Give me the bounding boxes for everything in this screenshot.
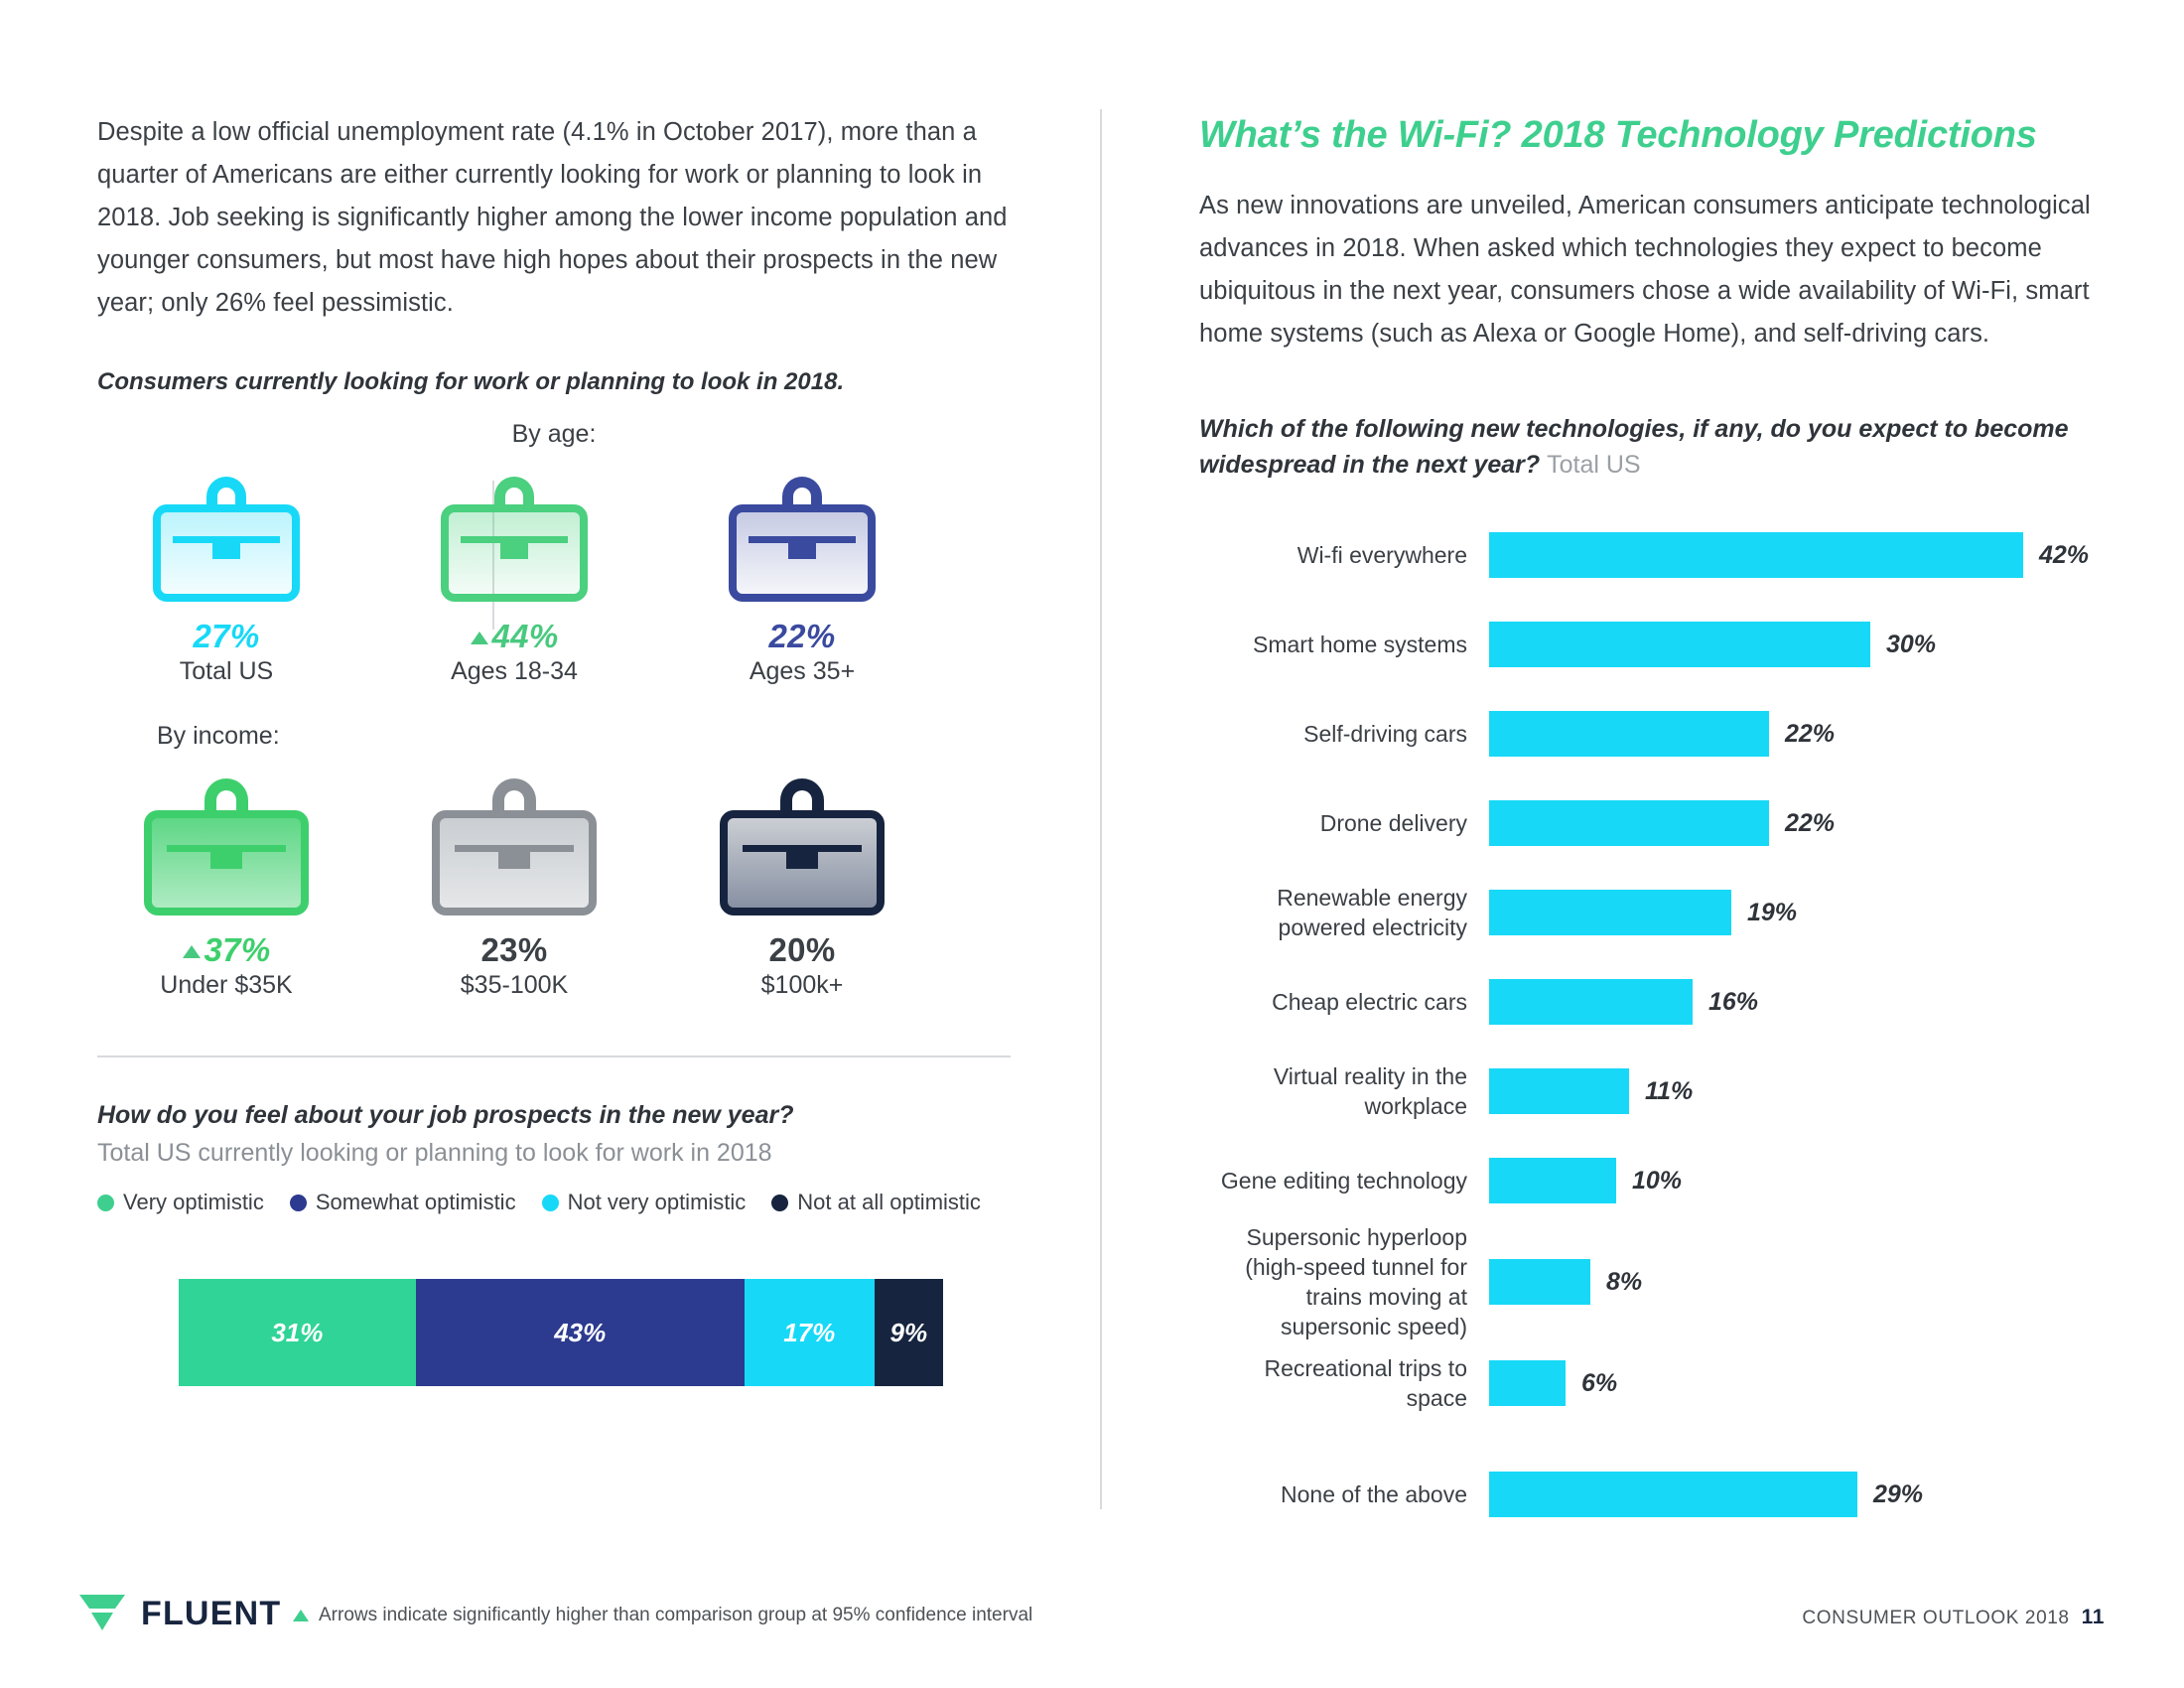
chart-question-text: Which of the following new technologies, if any, do you expect to become widespread in the next year?: [1199, 415, 2069, 479]
income-group-caption: Under $35K: [160, 971, 293, 999]
briefcase-icon: [151, 467, 302, 604]
intro-paragraph-right: As new innovations are unveiled, American consumers anticipate technological advances in 2018. When asked which technologies they expect to become ubiquitous in the next year, consumers chose a wide availability of Wi-Fi, smart home systems (such as Alexa or Google Home), and self-driving cars.: [1199, 192, 2091, 348]
stack-segment-not-very-optimistic: 17%: [745, 1279, 875, 1386]
bar-track: [1489, 711, 2122, 757]
bar-row: [1199, 524, 2122, 586]
stack-segment-somewhat-optimistic: 43%: [416, 1279, 745, 1386]
bar-label: Smart home systems: [1253, 632, 1467, 657]
bar-row: [1199, 1464, 2122, 1525]
age-group-value: 27%: [193, 618, 260, 654]
left-subheading: Consumers currently looking for work or planning to look in 2018.: [97, 368, 845, 395]
bar: [1489, 1360, 1566, 1406]
age-group-18-34: [385, 467, 643, 686]
legend-label: Not very optimistic: [567, 1190, 747, 1214]
bar-track: [1489, 622, 2122, 667]
bar: [1489, 1259, 1590, 1305]
bar-value: 42%: [2039, 540, 2090, 569]
bar: [1489, 979, 1693, 1025]
bar-row: [1199, 792, 2122, 854]
legend-item-not-very-optimistic: [542, 1190, 747, 1215]
legend-swatch-icon: [771, 1195, 788, 1211]
bar-value: 22%: [1785, 808, 1836, 837]
income-group-caption: $100k+: [760, 971, 844, 999]
bar: [1489, 532, 2023, 578]
section-headline: What’s the Wi-Fi? 2018 Technology Predictions: [1199, 114, 2037, 156]
chart-question: [1199, 411, 2122, 483]
briefcase-icon: [429, 769, 600, 917]
bar: [1489, 711, 1769, 757]
briefcase-icon: [141, 769, 312, 917]
legend-label: Very optimistic: [123, 1190, 264, 1214]
bar-track: [1489, 800, 2122, 846]
income-group-35-100k: [385, 769, 643, 1000]
significance-arrow-icon: [293, 1610, 309, 1621]
bar-value: 11%: [1645, 1076, 1694, 1105]
bar-label: Renewable energy powered electricity: [1277, 885, 1467, 940]
chart-question-audience: Total US: [1547, 451, 1641, 479]
income-group-100k-plus: [673, 769, 931, 1000]
legend-item-somewhat-optimistic: [290, 1190, 516, 1215]
technology-predictions-chart: [1199, 524, 2122, 1525]
legend-swatch-icon: [290, 1195, 307, 1211]
page-footer: [0, 1569, 2184, 1688]
significance-arrow-icon: [471, 632, 488, 644]
bar: [1489, 890, 1731, 935]
bar-row: [1199, 703, 2122, 765]
legend-label: Not at all optimistic: [797, 1190, 981, 1214]
bar-row: [1199, 971, 2122, 1033]
prospects-legend: [97, 1190, 1011, 1215]
age-group-value: 44%: [491, 618, 559, 654]
bar-track: [1489, 979, 2122, 1025]
report-name: CONSUMER OUTLOOK 2018: [1802, 1608, 2070, 1628]
prospects-stacked-bar: [179, 1279, 943, 1386]
section-divider: [97, 1055, 1011, 1057]
bar-track: [1489, 1068, 2122, 1114]
legend-swatch-icon: [542, 1195, 559, 1211]
bar-value: 6%: [1581, 1368, 1618, 1397]
bar-label: Supersonic hyperloop (high-speed tunnel for trains moving at supersonic speed): [1245, 1224, 1467, 1339]
briefcase-icon: [727, 467, 878, 604]
by-age-label: By age:: [511, 420, 597, 448]
by-income-row: [97, 769, 931, 1000]
bar-track: [1489, 890, 2122, 935]
page-meta: [1802, 1606, 2105, 1629]
income-group-caption: $35-100K: [460, 971, 569, 999]
footnote: [293, 1605, 1032, 1626]
bar-label: Wi-fi everywhere: [1297, 542, 1467, 568]
bar-track: [1489, 1360, 2122, 1406]
income-group-value: 37%: [204, 931, 271, 968]
age-group-value-wrap: [385, 618, 643, 655]
bar-value: 19%: [1747, 898, 1798, 926]
bar-label: Recreational trips to space: [1264, 1355, 1467, 1411]
stack-segment-very-optimistic: 31%: [179, 1279, 416, 1386]
age-group-total-us: [97, 467, 355, 686]
left-column: [97, 111, 1011, 1386]
bar-value: 10%: [1632, 1166, 1683, 1195]
briefcase-icon: [717, 769, 887, 917]
bar-track: [1489, 1472, 2122, 1517]
bar-label: Cheap electric cars: [1272, 989, 1467, 1015]
bar-track: [1489, 1259, 2122, 1305]
bar-row: [1199, 1150, 2122, 1211]
legend-swatch-icon: [97, 1195, 114, 1211]
bar-label: Self-driving cars: [1303, 721, 1467, 747]
significance-arrow-icon: [183, 945, 201, 958]
briefcase-icon: [439, 467, 590, 604]
right-column: [1199, 111, 2122, 1553]
income-group-value: 20%: [768, 931, 836, 968]
age-group-caption: Ages 18-34: [451, 657, 578, 685]
bar-row: [1199, 882, 2122, 943]
bar: [1489, 1472, 1857, 1517]
age-group-caption: Ages 35+: [749, 657, 856, 685]
bar-value: 8%: [1606, 1267, 1643, 1296]
bar-row: [1199, 1224, 2122, 1339]
by-age-row: [97, 467, 931, 686]
bar-label: Drone delivery: [1319, 810, 1467, 836]
brand-name: FLUENT: [141, 1594, 282, 1632]
bar-row: [1199, 1352, 2122, 1414]
bar-label: Virtual reality in the workplace: [1273, 1063, 1467, 1119]
column-divider: [1100, 109, 1102, 1509]
bar-value: 30%: [1886, 630, 1937, 658]
legend-label: Somewhat optimistic: [315, 1190, 516, 1214]
legend-item-not-at-all-optimistic: [771, 1190, 981, 1215]
stack-segment-not-at-all-optimistic: 9%: [875, 1279, 943, 1386]
bar-row: [1199, 614, 2122, 675]
income-group-value-wrap: [97, 931, 355, 969]
age-group-value: 22%: [768, 618, 836, 654]
bar: [1489, 800, 1769, 846]
bar-track: [1489, 532, 2122, 578]
bar-label: None of the above: [1281, 1481, 1467, 1507]
bar-value: 22%: [1785, 719, 1836, 748]
bar: [1489, 1158, 1616, 1203]
intro-paragraph-left: Despite a low official unemployment rate (4.1% in October 2017), more than a quarter of Americans are either currently looking for work or planning to look in 2018. Job seeking is significantly higher among the lower income population and younger consumers, but most have high hopes about their prospects in the new year; only 26% feel pessimistic.: [97, 118, 1008, 317]
brand-logo: [77, 1591, 281, 1636]
chart-spacer: [1199, 1442, 2122, 1464]
footnote-text: Arrows indicate significantly higher than comparison group at 95% confidence interval: [319, 1605, 1033, 1625]
age-group-35-plus: [673, 467, 931, 686]
bar: [1489, 1068, 1629, 1114]
bar-track: [1489, 1158, 2122, 1203]
age-group-caption: Total US: [179, 657, 274, 685]
bar-value: 29%: [1873, 1479, 1924, 1508]
legend-item-very-optimistic: [97, 1190, 264, 1215]
bar-label: Gene editing technology: [1220, 1168, 1467, 1194]
income-group-value: 23%: [480, 931, 548, 968]
prospects-subtitle: Total US currently looking or planning to look for work in 2018: [97, 1139, 772, 1167]
fluent-logo-icon: [77, 1591, 127, 1636]
income-group-under-35k: [97, 769, 355, 1000]
by-income-label: By income:: [157, 722, 280, 750]
prospects-question: How do you feel about your job prospects in the new year?: [97, 1101, 794, 1129]
bar-row: [1199, 1060, 2122, 1122]
bar-value: 16%: [1708, 987, 1759, 1016]
page-number: 11: [2081, 1606, 2105, 1628]
bar: [1489, 622, 1870, 667]
